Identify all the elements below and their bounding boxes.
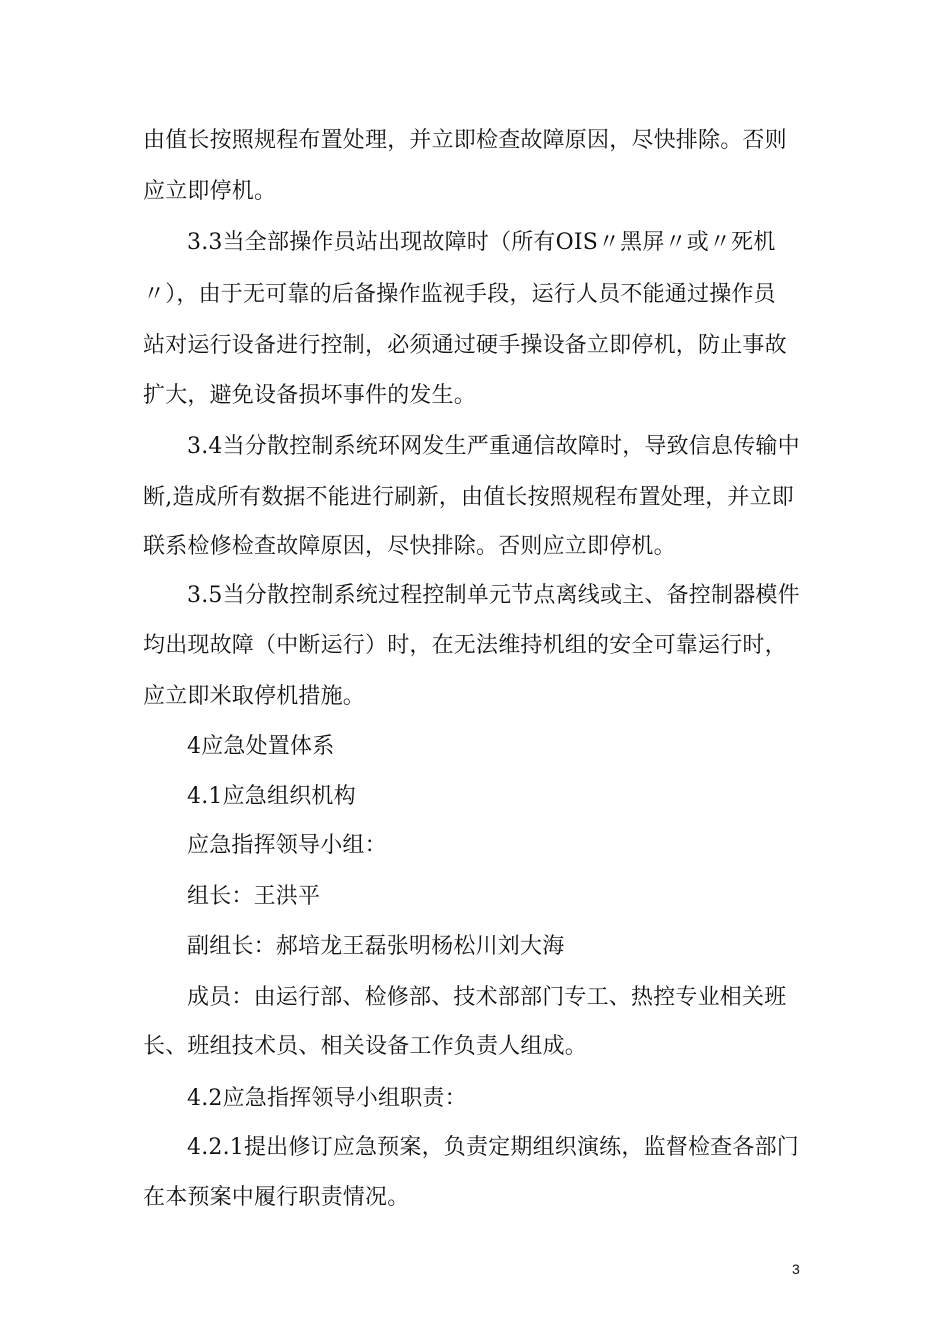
text-line: 在本预案中履行职责情况。 <box>143 1185 410 1210</box>
text-line: 应立即米取停机措施。 <box>143 684 366 709</box>
text-line: 断,造成所有数据不能进行刷新，由值长按照规程布置处理，并立即 <box>143 485 794 510</box>
section-4-2-1-line: 4.2.1提出修订应急预案，负责定期组织演练，监督检查各部门 <box>187 1135 799 1160</box>
section-3-3-line: 3.3当全部操作员站出现故障时（所有OIS〃黑屏〃或〃死机 <box>187 230 776 255</box>
members-line: 成员：由运行部、检修部、技术部部门专工、热控专业相关班 <box>187 985 787 1010</box>
text-line: 站对运行设备进行控制，必须通过硬手操设备立即停机，防止事故 <box>143 333 787 358</box>
page-number: 3 <box>792 1261 800 1277</box>
section-4-heading: 4应急处置体系 <box>187 734 335 759</box>
deputy-leader-line: 副组长：郝培龙王磊张明杨松川刘大海 <box>187 934 565 959</box>
text-line: 均出现故障（中断运行）时，在无法维持机组的安全可靠运行时， <box>143 633 787 658</box>
text-line: 长、班组技术员、相关设备工作负责人组成。 <box>143 1034 588 1059</box>
text-line: 联系检修检查故障原因，尽快排除。否则应立即停机。 <box>143 534 676 559</box>
section-3-4-line: 3.4当分散控制系统环网发生严重通信故障时，导致信息传输中 <box>187 434 800 459</box>
group-leader-line: 组长：王洪平 <box>187 884 321 909</box>
text-line: 由值长按照规程布置处理，并立即检查故障原因，尽快排除。否则 <box>143 128 787 153</box>
text-line: 扩大，避免设备损坏事件的发生。 <box>143 383 477 408</box>
leadership-group-label: 应急指挥领导小组： <box>187 833 387 858</box>
text-line: 〃），由于无可靠的后备操作监视手段，运行人员不能通过操作员 <box>143 282 776 307</box>
section-3-5-line: 3.5当分散控制系统过程控制单元节点离线或主、备控制器模件 <box>187 583 800 608</box>
text-line: 应立即停机。 <box>143 179 277 204</box>
section-4-2-heading: 4.2应急指挥领导小组职责： <box>187 1086 467 1111</box>
section-4-1-heading: 4.1应急组织机构 <box>187 784 356 809</box>
